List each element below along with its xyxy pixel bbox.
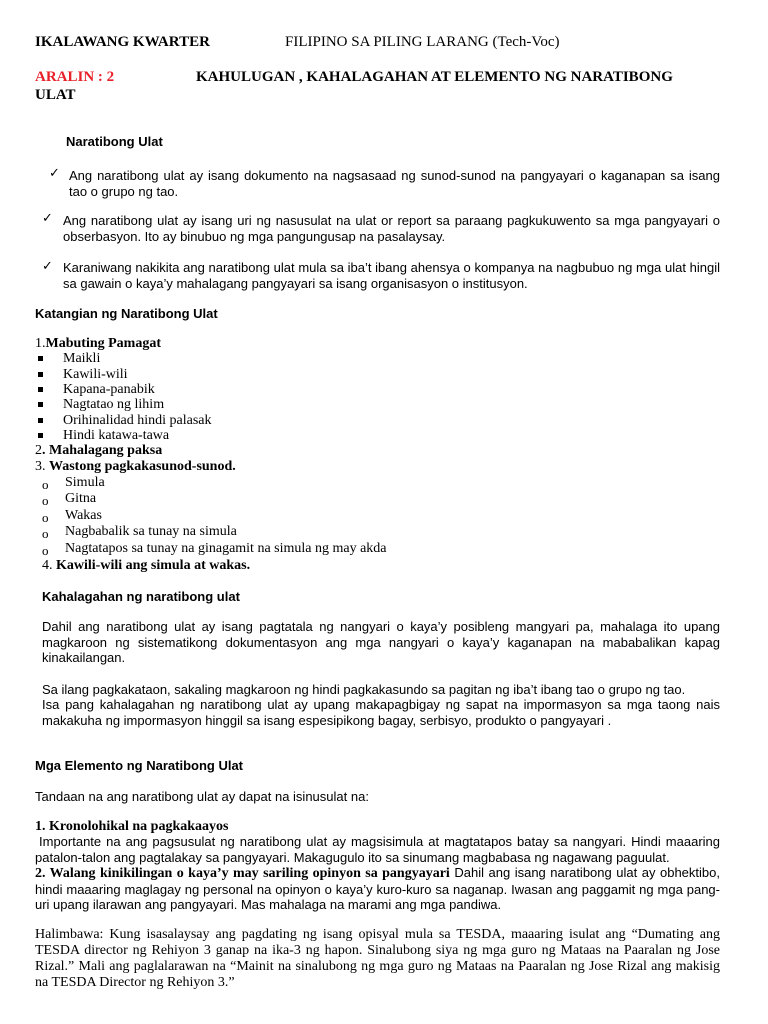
katangian-item-3: 3. Wastong pagkakasunod-sunod. — [35, 459, 236, 474]
katangian-sub-item: Gitna — [65, 491, 97, 506]
katangian-item-4: 4. Kawili-wili ang simula at wakas. — [42, 558, 251, 573]
katangian-sub-item: Kapana-panabik — [63, 382, 155, 397]
katangian-sub-item: Orihinalidad hindi palasak — [63, 413, 212, 428]
circle-bullet-icon: o — [42, 526, 49, 541]
elemento-example: Halimbawa: Kung isasalaysay ang pagdating ng isang opisyal mula sa TESDA, maaaring isulat ang “Dumating ang TESDA director ng Rehiyon 3 ganap na ika-3 ng hapon. Sinalubong siya ng mga guro ng Mataas na Paaralan ng Jose Rizal.” Mali ang paglalarawan na “Mainit na sinalubong ng mga guro ng Mataas na Paaralan ng Jose Rizal ang makisig na TESDA Director ng Rehiyon 3.” — [35, 927, 720, 990]
elemento-intro: Tandaan na ang naratibong ulat ay dapat na isinusulat na: — [35, 789, 369, 804]
katangian-sub-item: Nagtatapos sa tunay na ginagamit na simula ng may akda — [65, 541, 387, 556]
checkmark-icon: ✓ — [42, 211, 53, 226]
square-bullet-icon — [38, 433, 43, 438]
elemento-1-text: Importante na ang pagsusulat ng naratibong ulat ay magsisimula at magtatapos batay sa nangyari. Hindi maaaring patalon-talon ang pagtalakay sa pangyayari. Makagugulo ito sa sinumang magbabasa ng nagawang paguulat. — [35, 834, 720, 865]
katangian-item-2: 2. Mahalagang paksa — [35, 443, 163, 458]
katangian-sub-item: Wakas — [65, 508, 102, 523]
elemento-2-paragraph: 2. Walang kinikilingan o kaya’y may sariling opinyon sa pangyayari Dahil ang isang naratibong ulat ay obhektibo, hindi maaaring maglagay ng personal na opinyon o kaya’y kuro-kuro sa naganap. Iwasan ang paggamit ng mga pang-uri upang ilarawan ang pangyayari. Mas mahalaga na marami ang mga pandiwa. — [35, 865, 720, 912]
intro-bullet: Ang naratibong ulat ay isang dokumento na nagsasaad ng sunod-sunod na pangyayari o kaganapan sa isang tao o grupo ng tao. — [69, 168, 720, 199]
circle-bullet-icon: o — [42, 543, 49, 558]
subject-label: FILIPINO SA PILING LARANG (Tech-Voc) — [285, 34, 560, 50]
lesson-title-cont: ULAT — [35, 87, 76, 103]
circle-bullet-icon: o — [42, 493, 49, 508]
intro-bullet: Ang naratibong ulat ay isang uri ng nasusulat na ulat or report sa paraang pagkukuwento sa mga pangyayari o obserbasyon. Ito ay binubuo ng mga pangungusap na pasalaysay. — [63, 213, 720, 244]
square-bullet-icon — [38, 356, 43, 361]
katangian-sub-item: Hindi katawa-tawa — [63, 428, 170, 443]
circle-bullet-icon: o — [42, 477, 49, 492]
square-bullet-icon — [38, 372, 43, 377]
quarter-label: IKALAWANG KWARTER — [35, 34, 210, 50]
intro-heading: Naratibong Ulat — [66, 134, 163, 149]
kahalagahan-paragraph-3: Isa pang kahalagahan ng naratibong ulat ay upang makapagbigay ng sapat na impormasyon sa mga taong nais makakuha ng impormasyon hinggil sa isang espesipikong bagay, serbisyo, produkto o pangyayari . — [42, 697, 720, 728]
katangian-sub-item: Nagbabalik sa tunay na simula — [65, 524, 237, 539]
katangian-sub-item: Nagtatao ng lihim — [63, 397, 165, 412]
kahalagahan-paragraph-2: Sa ilang pagkakataon, sakaling magkaroon ng hindi pagkakasundo sa pagitan ng iba’t ibang tao o grupo ng tao. — [42, 682, 686, 697]
katangian-sub-item: Kawili-wili — [63, 367, 128, 382]
elemento-heading: Mga Elemento ng Naratibong Ulat — [35, 758, 244, 773]
elemento-1-title: 1. Kronolohikal na pagkakaayos — [35, 819, 229, 834]
katangian-heading: Katangian ng Naratibong Ulat — [35, 306, 218, 321]
checkmark-icon: ✓ — [42, 259, 53, 274]
checkmark-icon: ✓ — [49, 166, 60, 181]
square-bullet-icon — [38, 387, 43, 392]
katangian-item-1: 1.Mabuting Pamagat — [35, 336, 161, 351]
kahalagahan-heading: Kahalagahan ng naratibong ulat — [42, 589, 240, 604]
lesson-title: KAHULUGAN , KAHALAGAHAN AT ELEMENTO NG NARATIBONG — [196, 69, 673, 85]
lesson-number: ARALIN : 2 — [35, 69, 115, 85]
circle-bullet-icon: o — [42, 510, 49, 525]
katangian-sub-item: Maikli — [63, 351, 101, 366]
kahalagahan-paragraph-1: Dahil ang naratibong ulat ay isang pagtatala ng nangyari o kaya’y posibleng mangyari pa, mahalaga ito upang magkaroon ng sistematikong dokumentasyon ang mga nangyari o kaya’y kaganapan na mababalikan kapag kinakailangan. — [42, 619, 720, 665]
intro-bullet: Karaniwang nakikita ang naratibong ulat mula sa iba’t ibang ahensya o kompanya na nagbubuo ng mga ulat hingil sa gawain o kaya’y mahalagang pangyayari sa isang organisasyon o institusyon. — [63, 260, 720, 291]
square-bullet-icon — [38, 418, 43, 423]
square-bullet-icon — [38, 402, 43, 407]
katangian-sub-item: Simula — [65, 475, 105, 490]
